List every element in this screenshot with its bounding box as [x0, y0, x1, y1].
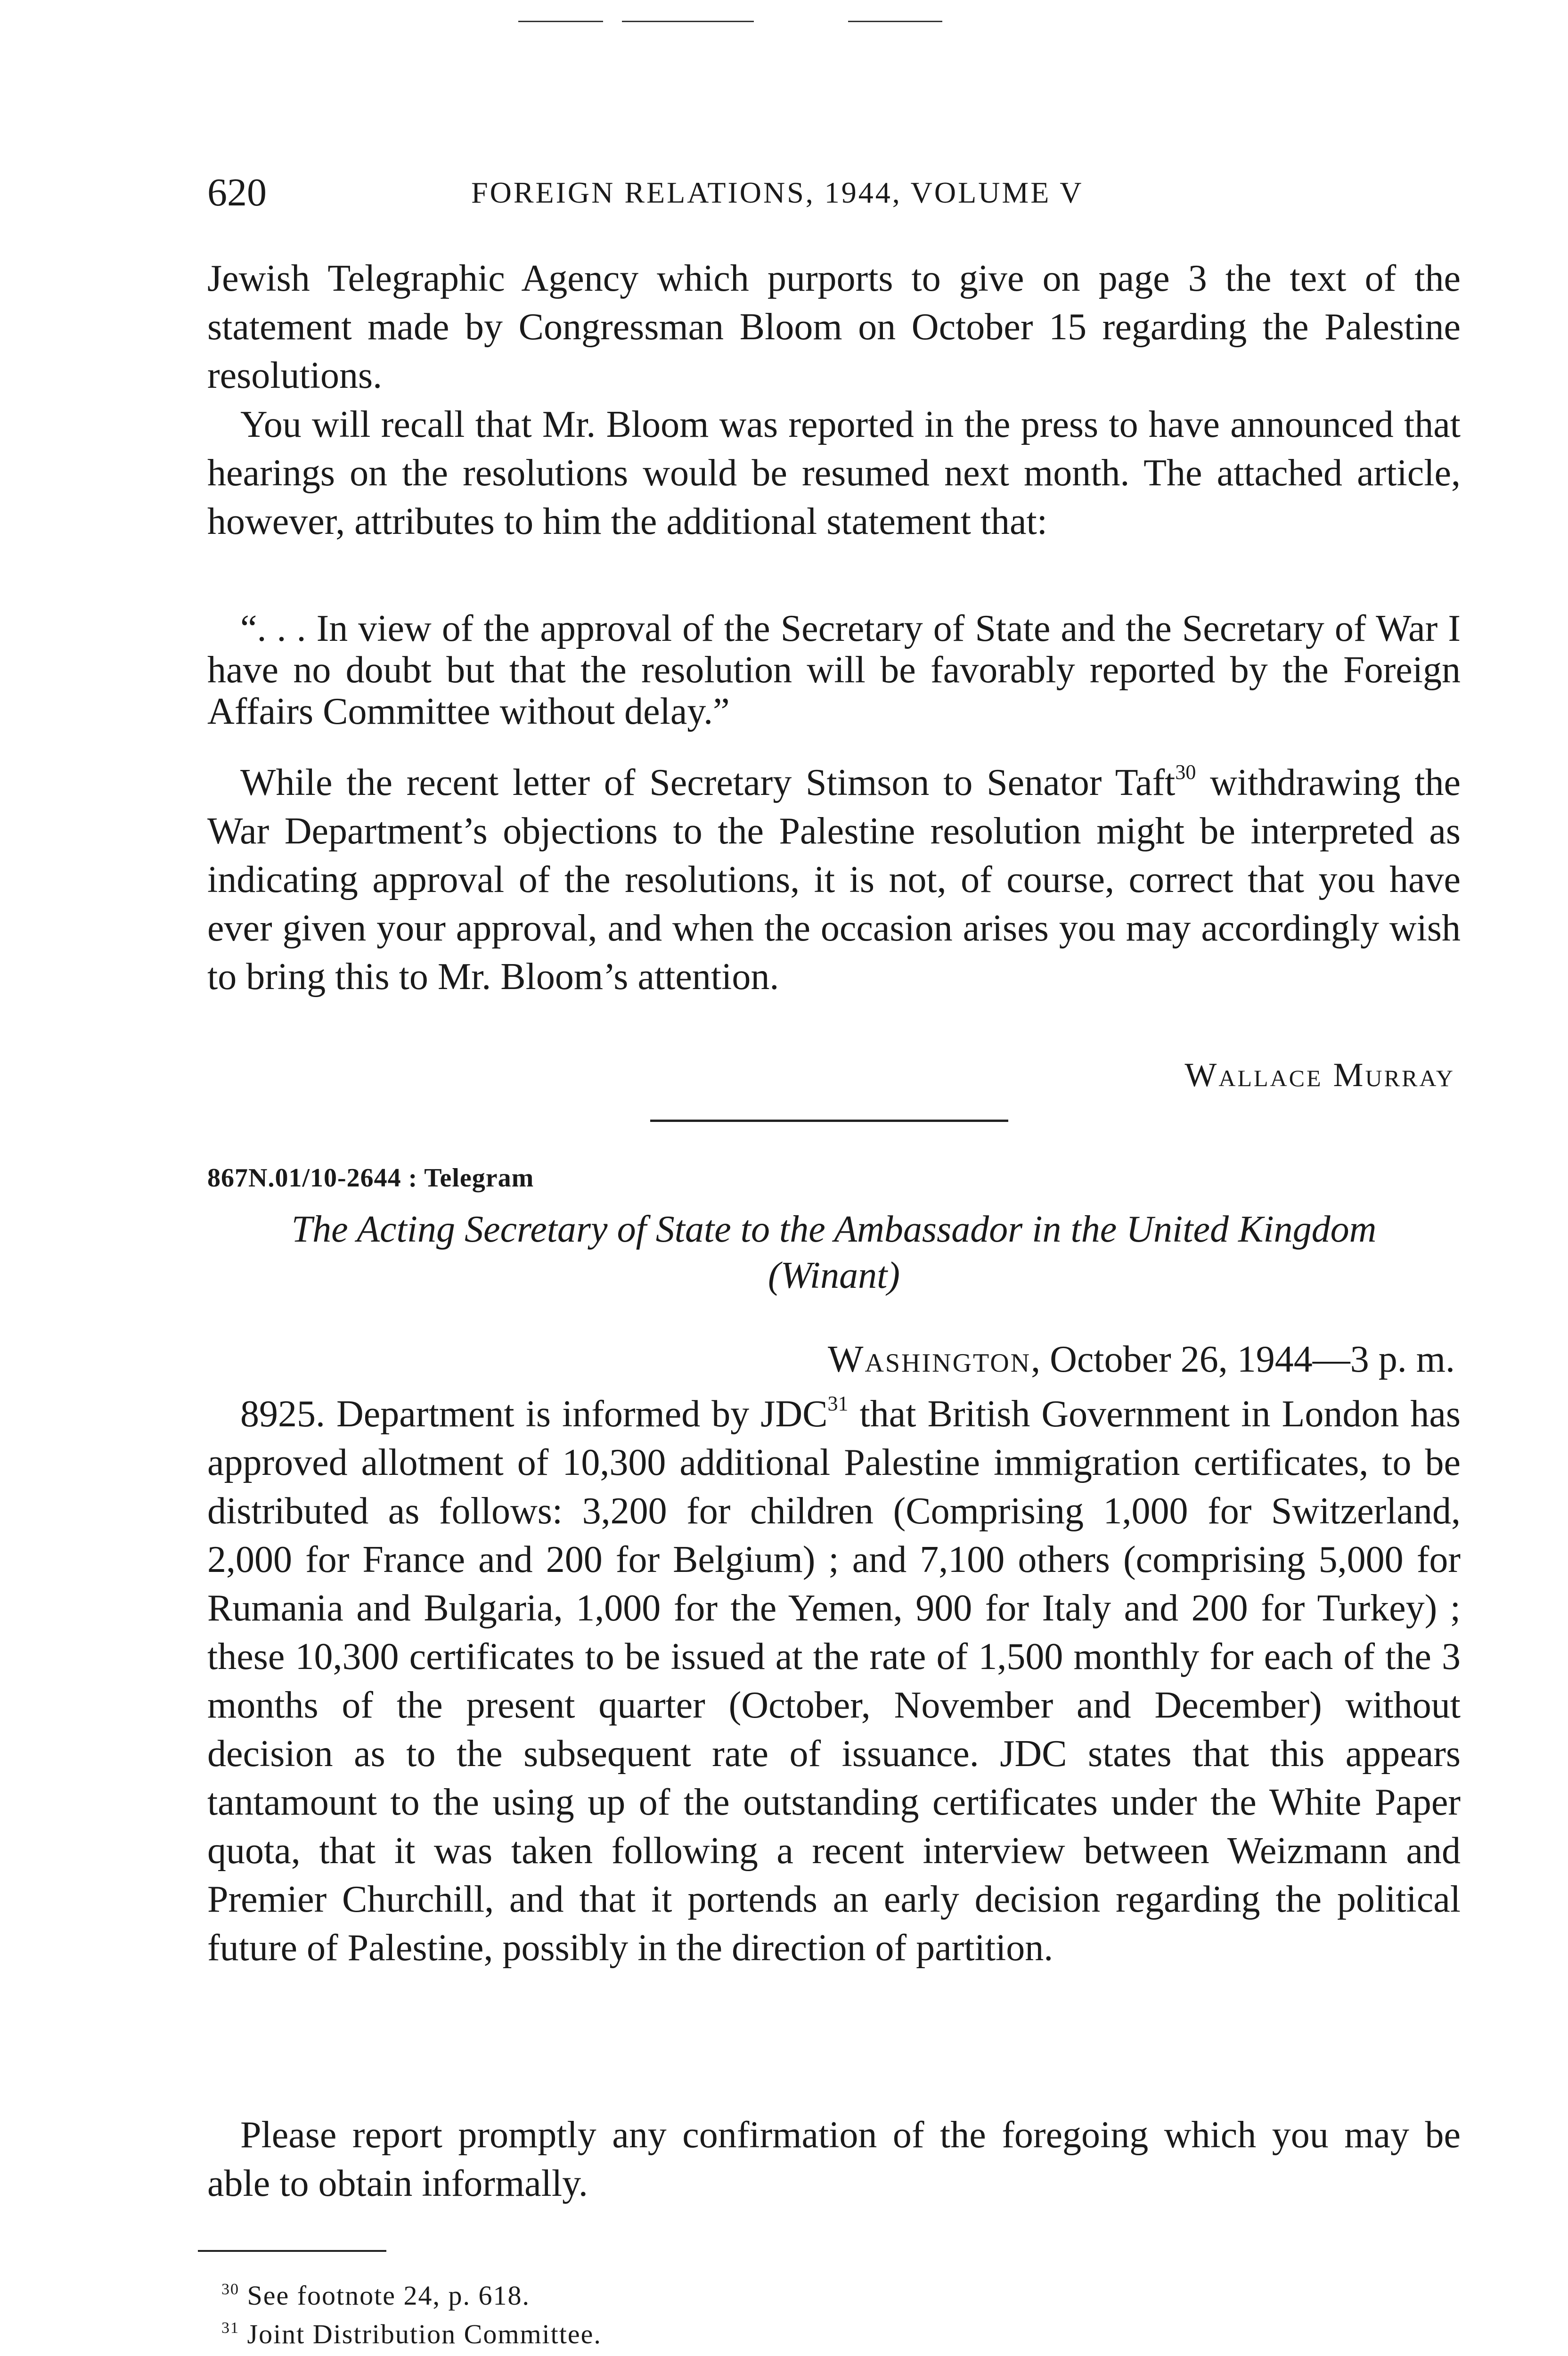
- footnote-rule: [198, 2250, 386, 2252]
- memo-quote: “. . . In view of the approval of the Secretary of State and the Secretary of War I have no doubt but that the resolution will be favorably reported by the Foreign Affairs Committee without delay.”: [207, 608, 1461, 732]
- footnote-marker-30: 30: [221, 2281, 239, 2298]
- dateline-place: Washington: [827, 1339, 1031, 1380]
- telegram-paragraph-1-text-cont: that British Government in London has approved allotment of 10,300 additional Palestine immigration certificates, to be distributed as follows: 3,200 for children (Comprising 1,000 for Switzerland, 2,000 for France and 200 for Belgium) ; and 7,100 others (comprising 5,000 for Rumania and Bulgaria, 1,000 for the Yemen, 900 for Italy and 200 for Turkey) ; these 10,300 certificates to be issued at the rate of 1,500 monthly for each of the 3 months of the present quarter (October, November and December) without decision as to the subsequent rate of issuance. JDC states that this appears tantamount to the using up of the outstanding certificates under the White Paper quota, that it was taken following a recent interview between Weizmann and Premier Churchill, and that it portends an early decision regarding the political future of Palestine, possibly in the direction of partition.: [207, 1393, 1461, 1969]
- scan-top-rule-1: [518, 21, 603, 22]
- section-divider: [650, 1120, 1008, 1122]
- footnote-marker-31: 31: [221, 2319, 239, 2337]
- memo-paragraph-1: Jewish Telegraphic Agency which purports to give on page 3 the text of the statement made by Congressman Bloom on October 15 regarding the Palestine resolutions.: [207, 258, 1461, 396]
- page-number: 620: [207, 171, 267, 214]
- scan-top-rule-2: [622, 21, 754, 22]
- memo-paragraph-2: You will recall that Mr. Bloom was reported in the press to have announced that hearings on the resolutions would be resumed next month. The attached article, however, attributes to him the additional statement that:: [207, 404, 1461, 542]
- dateline-date: , October 26, 1944—3 p. m.: [1031, 1339, 1455, 1380]
- telegram-paragraph-2: Please report promptly any confirmation of the foregoing which you may be able to obtain informally.: [207, 2114, 1461, 2204]
- footnote-31: [221, 2318, 602, 2350]
- dateline: [828, 1338, 1455, 1381]
- file-reference: 867N.01/10-2644 : Telegram: [207, 1163, 534, 1193]
- memo-paragraph-3-text: While the recent letter of Secretary Stimson to Senator Taft: [240, 762, 1176, 803]
- footnote-text-31: Joint Distribution Committee.: [247, 2319, 602, 2349]
- footnote-ref-31[interactable]: 31: [827, 1392, 849, 1415]
- footnote-text-30: See footnote 24, p. 618.: [247, 2280, 531, 2311]
- footnote-30: [221, 2280, 530, 2311]
- document-title: The Acting Secretary of State to the Ambassador in the United Kingdom (Winant): [291, 1209, 1377, 1296]
- scan-top-rule-3: [848, 21, 942, 22]
- running-head: FOREIGN RELATIONS, 1944, VOLUME V: [471, 176, 1084, 209]
- memo-paragraph-3-text-cont: withdrawing the War Department’s objections to the Palestine resolution might be interpreted as indicating approval of the resolutions, it is not, of course, correct that you have ever given your approval, and when the occasion arises you may accordingly wish to bring this to Mr. Bloom’s attention.: [207, 762, 1461, 998]
- telegram-paragraph-1-text: 8925. Department is informed by JDC: [240, 1393, 828, 1435]
- memo-paragraph-3: [207, 759, 1461, 1001]
- telegram-paragraph-1: [207, 1390, 1461, 1972]
- signature: Wallace Murray: [1184, 1056, 1455, 1094]
- footnote-ref-30[interactable]: 30: [1175, 761, 1196, 784]
